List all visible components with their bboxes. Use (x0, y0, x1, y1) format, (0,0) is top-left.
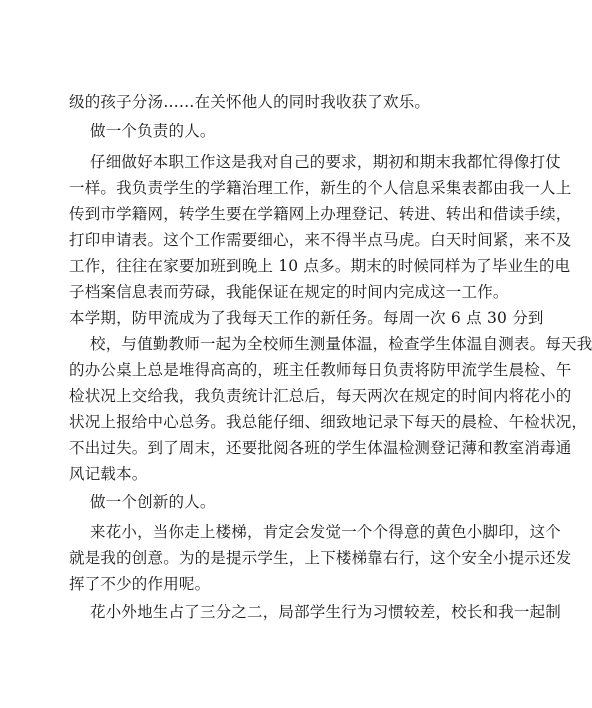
text-line: 不出过失。到了周末，还要批阅各班的学生体温检测登记薄和教室消毒通 (69, 439, 572, 457)
text-line: 挥了不少的作用呢。 (69, 575, 211, 593)
section-heading-responsible: 做一个负责的人。 (90, 122, 216, 140)
text-line: 来花小，当你走上楼梯，肯定会发觉一个个得意的黄色小脚印，这个 (90, 523, 562, 541)
text-line: 工作，往往在家要加班到晚上 10 点多。期末的时候同样为了毕业生的电 (69, 257, 571, 275)
text-line: 子档案信息表而劳碌，我能保证在规定的时间内完成这一工作。 (69, 283, 509, 301)
text-line: 一样。我负责学生的学籍治理工作，新生的个人信息采集表都由我一人上 (69, 179, 572, 197)
text-line: 状况上报给中心总务。我总能仔细、细致地记录下每天的晨检、午检状况， (69, 413, 588, 431)
text-line: 风记载本。 (69, 465, 148, 483)
text-line: 传到市学籍网，转学生要在学籍网上办理登记、转进、转出和借读手续， (69, 205, 572, 223)
text-line: 检状况上交给我，我负责统计汇总后，每天两次在规定的时间内将花小的 (69, 387, 572, 405)
text-line: 本学期，防甲流成为了我每天工作的新任务。每周一次 6 点 30 分到 (69, 309, 544, 327)
text-line: 花小外地生占了三分之二，局部学生行为习惯较差，校长和我一起制 (90, 603, 562, 621)
text-line: 级的孩子分汤……在关怀他人的同时我收获了欢乐。 (69, 93, 431, 111)
text-line: 就是我的创意。为的是提示学生，上下楼梯靠右行，这个安全小提示还发 (69, 549, 572, 567)
text-line: 打印申请表。这个工作需要细心，来不得半点马虎。白天时间紧，来不及 (69, 231, 572, 249)
section-heading-innovative: 做一个创新的人。 (90, 493, 216, 511)
text-line: 仔细做好本职工作这是我对自己的要求，期初和期末我都忙得像打仗 (90, 153, 562, 171)
text-line: 的办公桌上总是堆得高高的，班主任教师每日负责将防甲流学生晨检、午 (69, 361, 572, 379)
text-line: 校，与值勤教师一起为全校师生测量体温，检查学生体温自测表。每天我 (90, 335, 592, 353)
